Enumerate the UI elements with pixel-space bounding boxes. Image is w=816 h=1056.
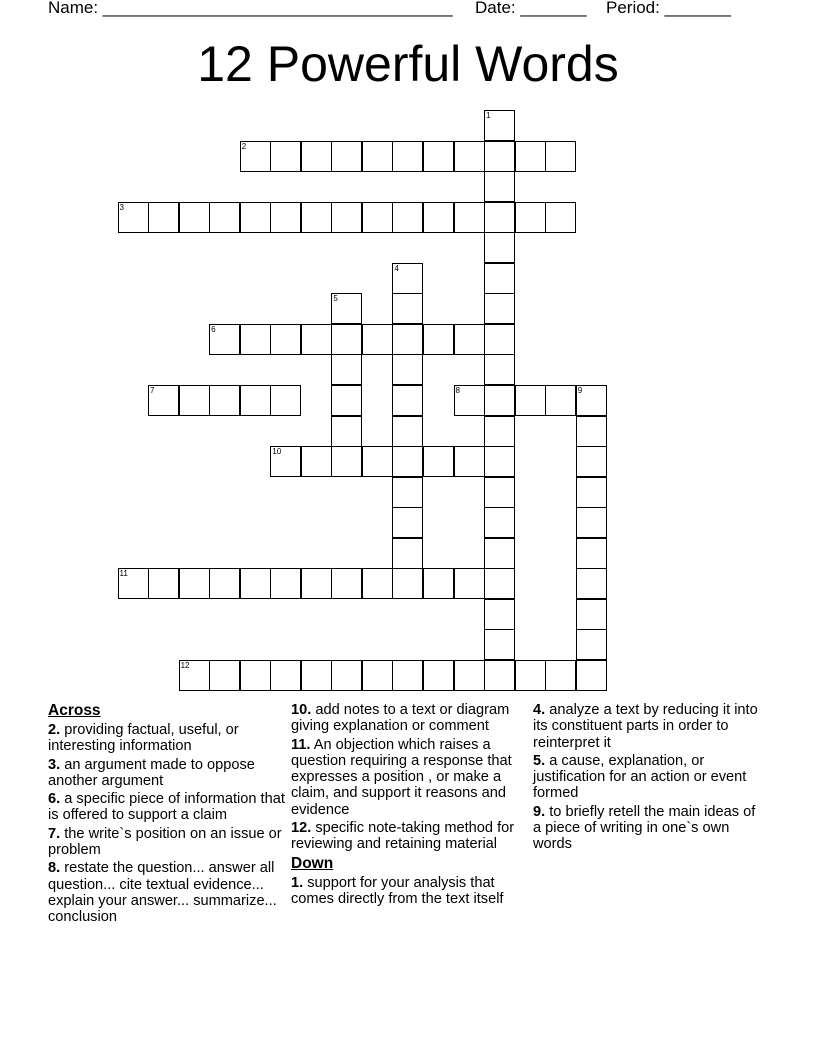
clue-item-number: 10. [291,702,312,718]
clue-number: 1 [486,111,491,120]
grid-cell[interactable] [331,202,362,233]
grid-cell[interactable] [301,446,332,477]
grid-cell[interactable] [209,568,240,599]
grid-cell[interactable] [484,538,515,569]
grid-cell[interactable] [423,446,454,477]
grid-cell[interactable] [270,141,301,172]
clue-number: 7 [150,385,155,395]
grid-cell[interactable] [331,293,362,324]
grid-cell[interactable] [484,171,515,202]
grid-cell[interactable] [392,324,423,355]
clue-item [533,753,758,802]
clue-number: 5 [333,294,338,304]
grid-cell[interactable] [545,141,576,172]
grid-cell[interactable] [392,202,423,233]
date-field[interactable]: Date: _______ [475,0,587,17]
grid-cell[interactable] [454,202,485,233]
name-field[interactable]: Name: _____________________________________ [48,0,453,17]
clue-item-text: add notes to a text or diagram giving explanation or comment [291,702,510,735]
page-title: 12 Powerful Words [197,36,619,92]
clue-item-text: a specific piece of information that is offered to support a claim [48,791,285,824]
grid-cell[interactable] [240,660,271,691]
grid-cell[interactable] [331,141,362,172]
grid-cell[interactable] [545,660,576,691]
grid-cell[interactable] [484,263,515,294]
grid-cell[interactable] [515,141,546,172]
clue-number: 9 [577,385,583,395]
grid-cell[interactable] [515,660,546,691]
grid-cell[interactable] [209,324,240,355]
clue-item-text: restate the question... answer all question... cite textual evidence... explain your answer... summarize... conclusion [48,860,277,926]
clue-number: 3 [119,202,124,212]
down-heading: Down [291,854,334,872]
grid-cell[interactable] [331,324,362,355]
grid-cell[interactable] [392,293,423,324]
grid-cell[interactable] [392,446,423,477]
grid-cell[interactable] [240,385,271,416]
grid-cell[interactable] [484,202,515,233]
clue-item-text: an argument made to oppose another argument [48,756,255,789]
grid-cell[interactable] [392,141,423,172]
grid-cell[interactable] [331,416,362,447]
grid-cell[interactable] [362,324,393,355]
clue-item-text: support for your analysis that comes directly from the text itself [291,874,504,907]
clue-number: 4 [394,263,399,273]
grid-cell[interactable] [240,568,271,599]
clues-column-2 [291,702,527,909]
clue-number: 12 [180,660,190,670]
grid-cell[interactable] [484,660,515,691]
grid-cell[interactable] [484,507,515,538]
grid-cell[interactable] [576,568,607,599]
clue-item-text: to briefly retell the main ideas of a piece of writing in one`s own words [533,803,756,853]
grid-cell[interactable] [484,477,515,508]
clue-item [48,722,286,755]
grid-cell[interactable] [423,568,454,599]
grid-cell[interactable] [515,385,546,416]
grid-cell[interactable] [270,324,301,355]
clue-item-number: 1. [291,874,304,891]
clue-item-number: 12. [291,820,312,837]
clue-item-number: 3. [48,756,61,773]
grid-cell[interactable] [240,202,271,233]
grid-cell[interactable] [362,568,393,599]
grid-cell[interactable] [362,660,393,691]
grid-cell[interactable] [179,568,210,599]
grid-cell[interactable] [179,385,210,416]
clue-item-text: An objection which raises a question requiring a response that expresses a position , or make a claim, and support it reasons and evidence [291,736,512,818]
grid-cell[interactable] [484,629,515,660]
grid-cell[interactable] [423,324,454,355]
clue-item [291,737,527,818]
clue-number: 2 [241,141,247,151]
clue-item [48,826,286,859]
grid-cell[interactable] [301,141,332,172]
grid-cell[interactable] [484,232,515,263]
clue-item [48,791,286,824]
grid-cell[interactable] [454,568,485,599]
grid-cell[interactable] [362,202,393,233]
grid-cell[interactable] [301,202,332,233]
grid-cell[interactable] [301,324,332,355]
period-field[interactable]: Period: _______ [606,0,731,17]
student-info-header [0,0,816,20]
clue-item-number: 2. [48,722,61,738]
grid-cell[interactable] [331,354,362,385]
clue-number: 8 [455,385,460,395]
grid-cell[interactable] [362,446,393,477]
grid-cell[interactable] [118,202,149,233]
grid-cell[interactable] [270,660,301,691]
grid-cell[interactable] [576,507,607,538]
grid-cell[interactable] [484,599,515,630]
clue-item [533,702,758,751]
grid-cell[interactable] [148,385,179,416]
grid-cell[interactable] [576,538,607,569]
grid-cell[interactable] [454,385,485,416]
grid-cell[interactable] [148,202,179,233]
grid-cell[interactable] [423,141,454,172]
clue-item [48,860,286,925]
clue-item-number: 9. [533,803,546,820]
clue-item-number: 7. [48,825,61,842]
grid-cell[interactable] [240,324,271,355]
across-heading: Across [48,702,101,719]
clue-item-text: specific note-taking method for reviewing and retaining material [291,820,515,853]
clue-item-number: 6. [48,791,61,808]
grid-cell[interactable] [423,202,454,233]
grid-cell[interactable] [392,354,423,385]
clue-item [291,820,527,853]
grid-cell[interactable] [576,416,607,447]
grid-cell[interactable] [392,568,423,599]
grid-cell[interactable] [179,202,210,233]
grid-cell[interactable] [362,141,393,172]
clue-item [291,702,527,735]
grid-cell[interactable] [484,324,515,355]
grid-cell[interactable] [331,385,362,416]
grid-cell[interactable] [270,446,301,477]
clue-item-text: the write`s position on an issue or problem [48,825,282,859]
grid-cell[interactable] [209,202,240,233]
grid-cell[interactable] [454,141,485,172]
grid-cell[interactable] [392,660,423,691]
grid-cell[interactable] [576,660,607,691]
grid-cell[interactable] [484,416,515,447]
grid-cell[interactable] [301,568,332,599]
grid-cell[interactable] [392,477,423,508]
grid-cell[interactable] [118,568,149,599]
clue-item [533,804,758,853]
grid-cell[interactable] [392,385,423,416]
clue-number: 10 [272,447,282,457]
clue-item [48,757,286,790]
clue-item-number: 4. [533,702,546,718]
grid-cell[interactable] [484,110,515,141]
grid-cell[interactable] [148,568,179,599]
grid-cell[interactable] [392,538,423,569]
grid-cell[interactable] [331,568,362,599]
grid-cell[interactable] [576,446,607,477]
grid-cell[interactable] [576,629,607,660]
grid-cell[interactable] [179,660,210,691]
grid-cell[interactable] [484,568,515,599]
grid-cell[interactable] [240,141,271,172]
grid-cell[interactable] [423,660,454,691]
grid-cell[interactable] [545,202,576,233]
grid-cell[interactable] [484,385,515,416]
grid-cell[interactable] [576,599,607,630]
grid-cell[interactable] [331,660,362,691]
clues-column-1 [48,702,286,928]
grid-cell[interactable] [392,507,423,538]
clue-item-number: 5. [533,752,546,769]
grid-cell[interactable] [392,263,423,294]
grid-cell[interactable] [301,660,332,691]
clue-item-text: analyze a text by reducing it into its constituent parts in order to reinterpret it [533,702,758,751]
grid-cell[interactable] [331,446,362,477]
grid-cell[interactable] [270,202,301,233]
grid-cell[interactable] [576,385,607,416]
clue-item-number: 8. [48,860,61,877]
grid-cell[interactable] [209,660,240,691]
grid-cell[interactable] [484,354,515,385]
grid-cell[interactable] [270,568,301,599]
grid-cell[interactable] [209,385,240,416]
grid-cell[interactable] [454,660,485,691]
grid-cell[interactable] [454,324,485,355]
grid-cell[interactable] [392,416,423,447]
grid-cell[interactable] [484,293,515,324]
clue-item [291,875,527,908]
grid-cell[interactable] [545,385,576,416]
grid-cell[interactable] [484,141,515,172]
clue-item-number: 11. [291,736,311,753]
grid-cell[interactable] [484,446,515,477]
clue-item-text: providing factual, useful, or interesting information [48,722,239,755]
grid-cell[interactable] [576,477,607,508]
clue-number: 6 [211,324,216,334]
clue-number: 11 [119,569,128,579]
grid-cell[interactable] [454,446,485,477]
clue-item-text: a cause, explanation, or justification for an action or event formed [533,752,747,802]
grid-cell[interactable] [515,202,546,233]
clues-column-3 [533,702,758,855]
grid-cell[interactable] [270,385,301,416]
